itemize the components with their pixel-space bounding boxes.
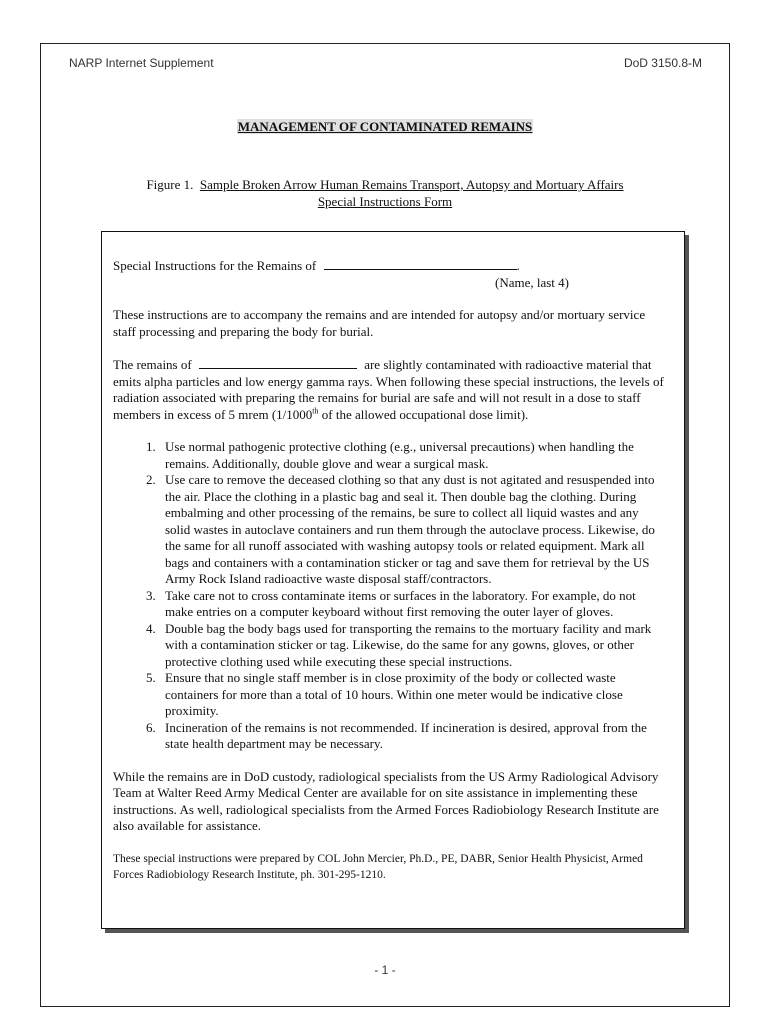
- form-content: [113, 257, 665, 883]
- name-hint: (Name, last 4): [494, 274, 569, 290]
- list-item: 6. Incineration of the remains is not recommended. If incineration is desired, approval from the state health department may be necessary.: [159, 720, 665, 753]
- contamination-paragraph: [113, 356, 665, 423]
- prepared-by-paragraph: These special instructions were prepared by COL John Mercier, Ph.D., PE, DABR, Senior Health Physicist, Armed Forces Radiobiology Research Institute, ph. 301-295-1210.: [113, 852, 643, 881]
- header-left: NARP Internet Supplement: [69, 56, 214, 70]
- remains-of-field[interactable]: [199, 356, 357, 369]
- figure-label: Figure 1.: [146, 177, 194, 192]
- special-suffix: .: [516, 258, 520, 273]
- instruction-list: [113, 439, 665, 753]
- list-item: 5. Ensure that no single staff member is in close proximity of the body or collected waste containers for more than a total of 10 hours. Within one meter would be indicative close proximity.: [159, 670, 665, 720]
- special-prefix: Special Instructions for the Remains of: [113, 258, 317, 273]
- document-title: [0, 118, 770, 136]
- remains-name-field[interactable]: [324, 257, 517, 270]
- para2-body: are slightly contaminated with radioactive material that emits alpha particles and low energy gamma rays. When following these special instructions, the levels of radiation associated with preparing the remains for burial are safe and will not result in a dose to staff members in excess of 5 mrem (1/1000: [113, 357, 664, 422]
- title-text: MANAGEMENT OF CONTAMINATED REMAINS: [237, 119, 533, 134]
- para2-prefix: The remains of: [113, 357, 192, 372]
- list-item: 2. Use care to remove the deceased clothing so that any dust is not agitated and resuspended into the air. Place the clothing in a plastic bag and seal it. Then double bag the clothing. During embalming and other processing of the remains, be sure to collect all liquid wastes and any solid wastes in autoclave containers and run them through the autoclave process. Likewise, do the same for all runoff associated with washing autopsy tools or related equipment. Mark all bags and containers with a contamination sticker or tag and save them for retrieval by the US Army Rock Island radioactive waste disposal staff/contractors.: [159, 472, 665, 588]
- intro-paragraph: These instructions are to accompany the remains and are intended for autopsy and/or mortuary service staff processing and preparing the body for burial.: [113, 307, 646, 339]
- header-right: DoD 3150.8-M: [623, 56, 702, 70]
- list-item: 3. Take care not to cross contaminate items or surfaces in the laboratory. For example, do not make entries on a computer keyboard without first removing the outer layer of gloves.: [159, 588, 665, 621]
- figure-caption-line2: Special Instructions Form: [317, 194, 453, 209]
- list-item: 4. Double bag the body bags used for transporting the remains to the mortuary facility and mark with a contamination sticker or tag. Likewise, do the same for any gowns, gloves, or other protective clothing used while executing these special instructions.: [159, 621, 665, 671]
- figure-caption: [100, 176, 670, 210]
- page-number: - 1 -: [374, 963, 396, 977]
- para2-superscript: th: [312, 406, 319, 416]
- figure-caption-line1: Sample Broken Arrow Human Remains Transport, Autopsy and Mortuary Affairs: [199, 177, 624, 192]
- list-item: 1. Use normal pathogenic protective clothing (e.g., universal precautions) when handling the remains. Additionally, double glove and wear a surgical mask.: [159, 439, 665, 472]
- special-instructions-line: [113, 257, 665, 275]
- para2-end: of the allowed occupational dose limit).: [318, 406, 529, 422]
- custody-paragraph: While the remains are in DoD custody, radiological specialists from the US Army Radiological Advisory Team at Walter Reed Army Medical Center are available for on site assistance in implementing these instructions. As well, radiological specialists from the Armed Forces Radiobiology Research Institute are also available for assistance.: [113, 768, 659, 833]
